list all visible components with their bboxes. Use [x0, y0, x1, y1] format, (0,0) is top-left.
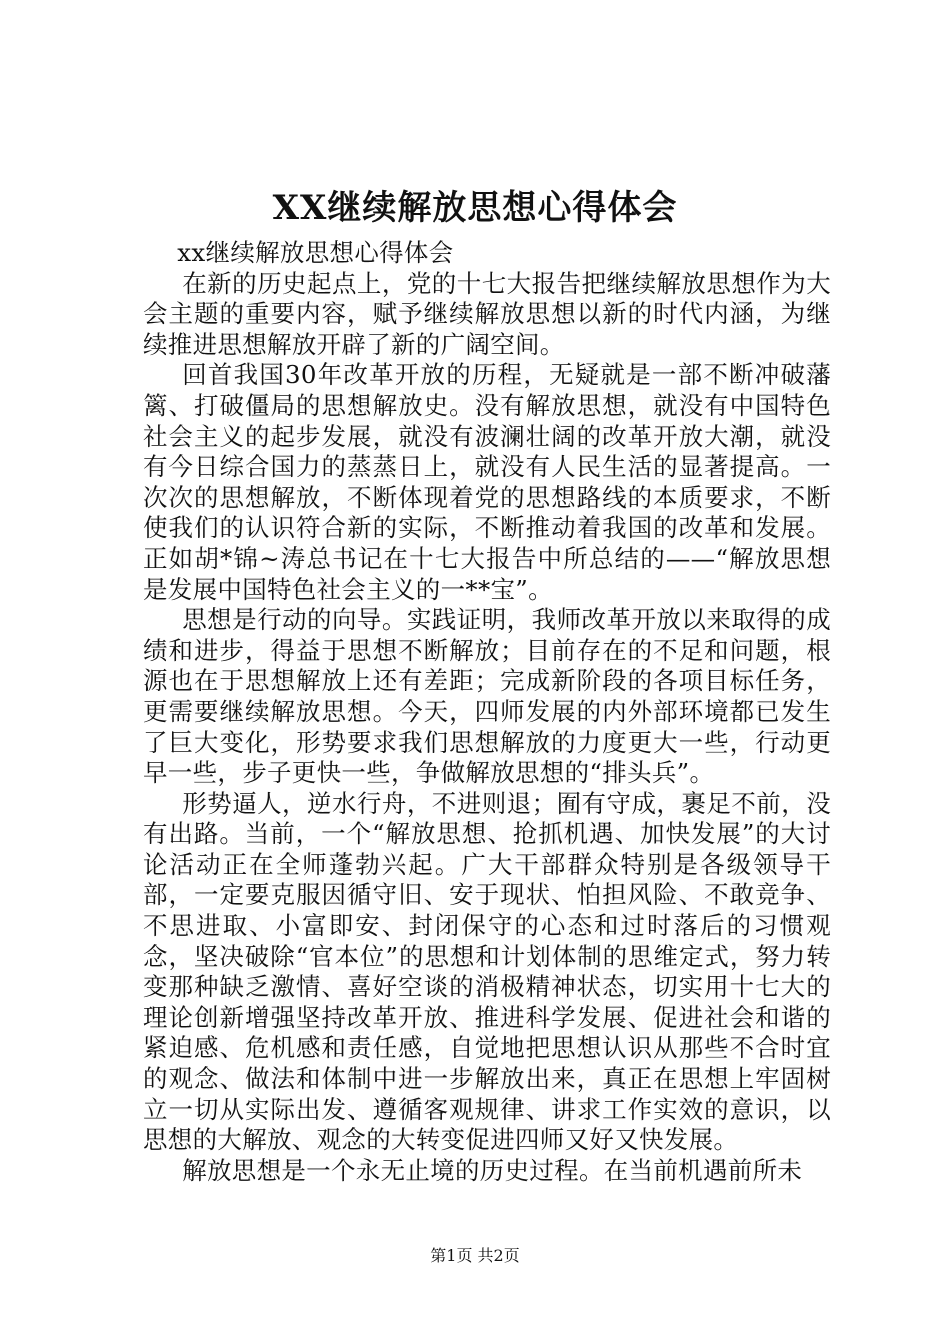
page-footer: 第1页 共2页: [430, 1246, 520, 1265]
paragraph-4: 形势逼人，逆水行舟，不进则退；囿有守成，裹足不前，没有出路。当前，一个“解放思想、抢抓机遇、加快发展”的大讨论活动正在全师蓬勃兴起。广大干部群众特别是各级领导干部，一定要克服因循守旧、安于现状、怕担风险、不敢竞争、不思进取、小富即安、封闭保守的心态和过时落后的习惯观念，坚决破除“官本位”的思想和计划体制的思维定式，努力转变那种缺乏激情、喜好空谈的消极精神状态，切实用十七大的理论创新增强坚持改革开放、推进科学发展、促进社会和谐的紧迫感、危机感和责任感，自觉地把思想认识从那些不合时宜的观念、做法和体制中进一步解放出来，真正在思想上牢固树立一切从实际出发、遵循客观规律、讲求工作实效的意识，以思想的大解放、观念的大转变促进四师又好又快发展。: [143, 788, 831, 1155]
document-title: XX继续解放思想心得体会: [272, 188, 678, 228]
document-subtitle: xx继续解放思想心得体会: [177, 238, 454, 267]
paragraph-1: 在新的历史起点上，党的十七大报告把继续解放思想作为大会主题的重要内容，赋予继续解放思想以新的时代内涵，为继续推进思想解放开辟了新的广阔空间。: [143, 268, 831, 359]
document-body: [143, 238, 831, 1186]
paragraph-3: 思想是行动的向导。实践证明，我师改革开放以来取得的成绩和进步，得益于思想不断解放；目前存在的不足和问题，根源也在于思想解放上还有差距；完成新阶段的各项目标任务，更需要继续解放思想。今天，四师发展的内外部环境都已发生了巨大变化，形势要求我们思想解放的力度更大一些，行动更早一些，步子更快一些，争做解放思想的“排头兵”。: [143, 605, 831, 788]
paragraph-2: 回首我国30年改革开放的历程，无疑就是一部不断冲破藩篱、打破僵局的思想解放史。没有解放思想，就没有中国特色社会主义的起步发展，就没有波澜壮阔的改革开放大潮，就没有今日综合国力的蒸蒸日上，就没有人民生活的显著提高。一次次的思想解放，不断体现着党的思想路线的本质要求，不断使我们的认识符合新的实际，不断推动着我国的改革和发展。正如胡*锦~涛总书记在十七大报告中所总结的——“解放思想是发展中国特色社会主义的一**宝”。: [143, 360, 831, 604]
paragraph-5: 解放思想是一个永无止境的历史过程。在当前机遇前所未: [182, 1155, 803, 1185]
